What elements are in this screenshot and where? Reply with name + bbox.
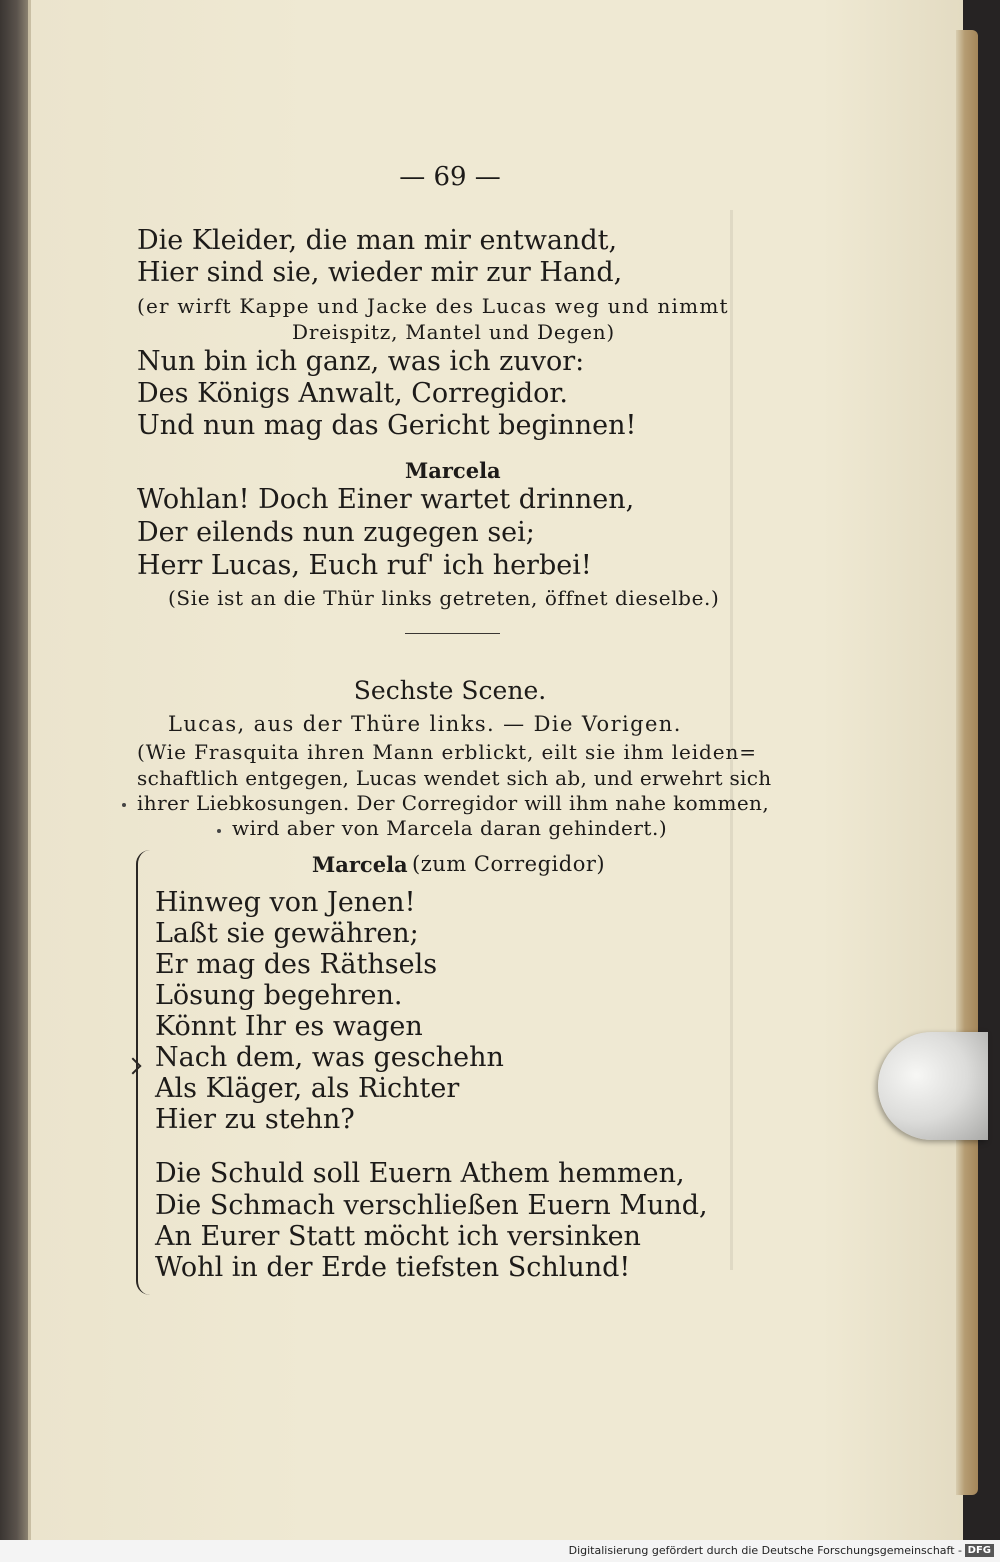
verse-line: Die Schuld soll Euern Athem hemmen, bbox=[155, 1158, 685, 1189]
speaker-name: Marcela bbox=[312, 852, 408, 877]
verse-line: Die Schmach verschließen Euern Mund, bbox=[155, 1190, 708, 1221]
verse-line: Hier sind sie, wieder mir zur Hand, bbox=[137, 257, 623, 288]
stage-direction: schaftlich entgegen, Lucas wendet sich ab, und erwehrt sich bbox=[137, 766, 772, 790]
verse-line: Laßt sie gewähren; bbox=[155, 918, 419, 949]
margin-mark bbox=[122, 803, 126, 807]
verse-line: Wohlan! Doch Einer wartet drinnen, bbox=[137, 484, 635, 515]
stage-direction: ihrer Liebkosungen. Der Corregidor will ihm nahe kommen, bbox=[137, 791, 770, 815]
verse-line: Hier zu stehn? bbox=[155, 1104, 355, 1135]
section-divider bbox=[405, 633, 500, 634]
verse-line: Als Kläger, als Richter bbox=[155, 1073, 460, 1104]
stage-direction: Dreispitz, Mantel und Degen) bbox=[292, 320, 616, 344]
stage-direction: (er wirft Kappe und Jacke des Lucas weg und nimmt bbox=[137, 294, 729, 318]
dfg-logo: DFG bbox=[965, 1544, 994, 1557]
page-clip bbox=[878, 1032, 988, 1140]
verse-line: Lösung begehren. bbox=[155, 980, 403, 1011]
verse-line: Wohl in der Erde tiefsten Schlund! bbox=[155, 1252, 631, 1283]
book-spine bbox=[0, 0, 28, 1540]
verse-line: Des Königs Anwalt, Corregidor. bbox=[137, 378, 568, 409]
verse-line: Die Kleider, die man mir entwandt, bbox=[137, 225, 618, 256]
verse-line: Und nun mag das Gericht beginnen! bbox=[137, 410, 637, 441]
speaker-note: (zum Corregidor) bbox=[412, 852, 606, 876]
verse-line: Nach dem, was geschehn bbox=[155, 1042, 504, 1073]
verse-line: Könnt Ihr es wagen bbox=[155, 1011, 423, 1042]
verse-line: Er mag des Räthsels bbox=[155, 949, 438, 980]
verse-line: Hinweg von Jenen! bbox=[155, 887, 416, 918]
stage-direction: (Sie ist an die Thür links getreten, öffnet dieselbe.) bbox=[168, 586, 720, 610]
digitization-credit: Digitalisierung gefördert durch die Deutsche Forschungsgemeinschaft - bbox=[568, 1544, 962, 1557]
page-number: — 69 — bbox=[399, 162, 501, 192]
scene-title: Sechste Scene. bbox=[353, 676, 547, 705]
stage-direction: wird aber von Marcela daran gehindert.) bbox=[232, 816, 668, 840]
speaker-name: Marcela bbox=[405, 458, 501, 483]
scene-cast: Lucas, aus der Thüre links. — Die Vorigen. bbox=[168, 712, 682, 736]
verse-line: Der eilends nun zugegen sei; bbox=[137, 517, 535, 548]
verse-line: An Eurer Statt möcht ich versinken bbox=[155, 1221, 641, 1252]
verse-line: Nun bin ich ganz, was ich zuvor: bbox=[137, 346, 585, 377]
page-edge bbox=[956, 30, 978, 1495]
margin-mark bbox=[217, 829, 221, 833]
verse-brace bbox=[136, 850, 152, 1295]
verse-line: Herr Lucas, Euch ruf' ich herbei! bbox=[137, 550, 592, 581]
stage-direction: (Wie Frasquita ihren Mann erblickt, eilt sie ihm leiden= bbox=[137, 740, 757, 764]
